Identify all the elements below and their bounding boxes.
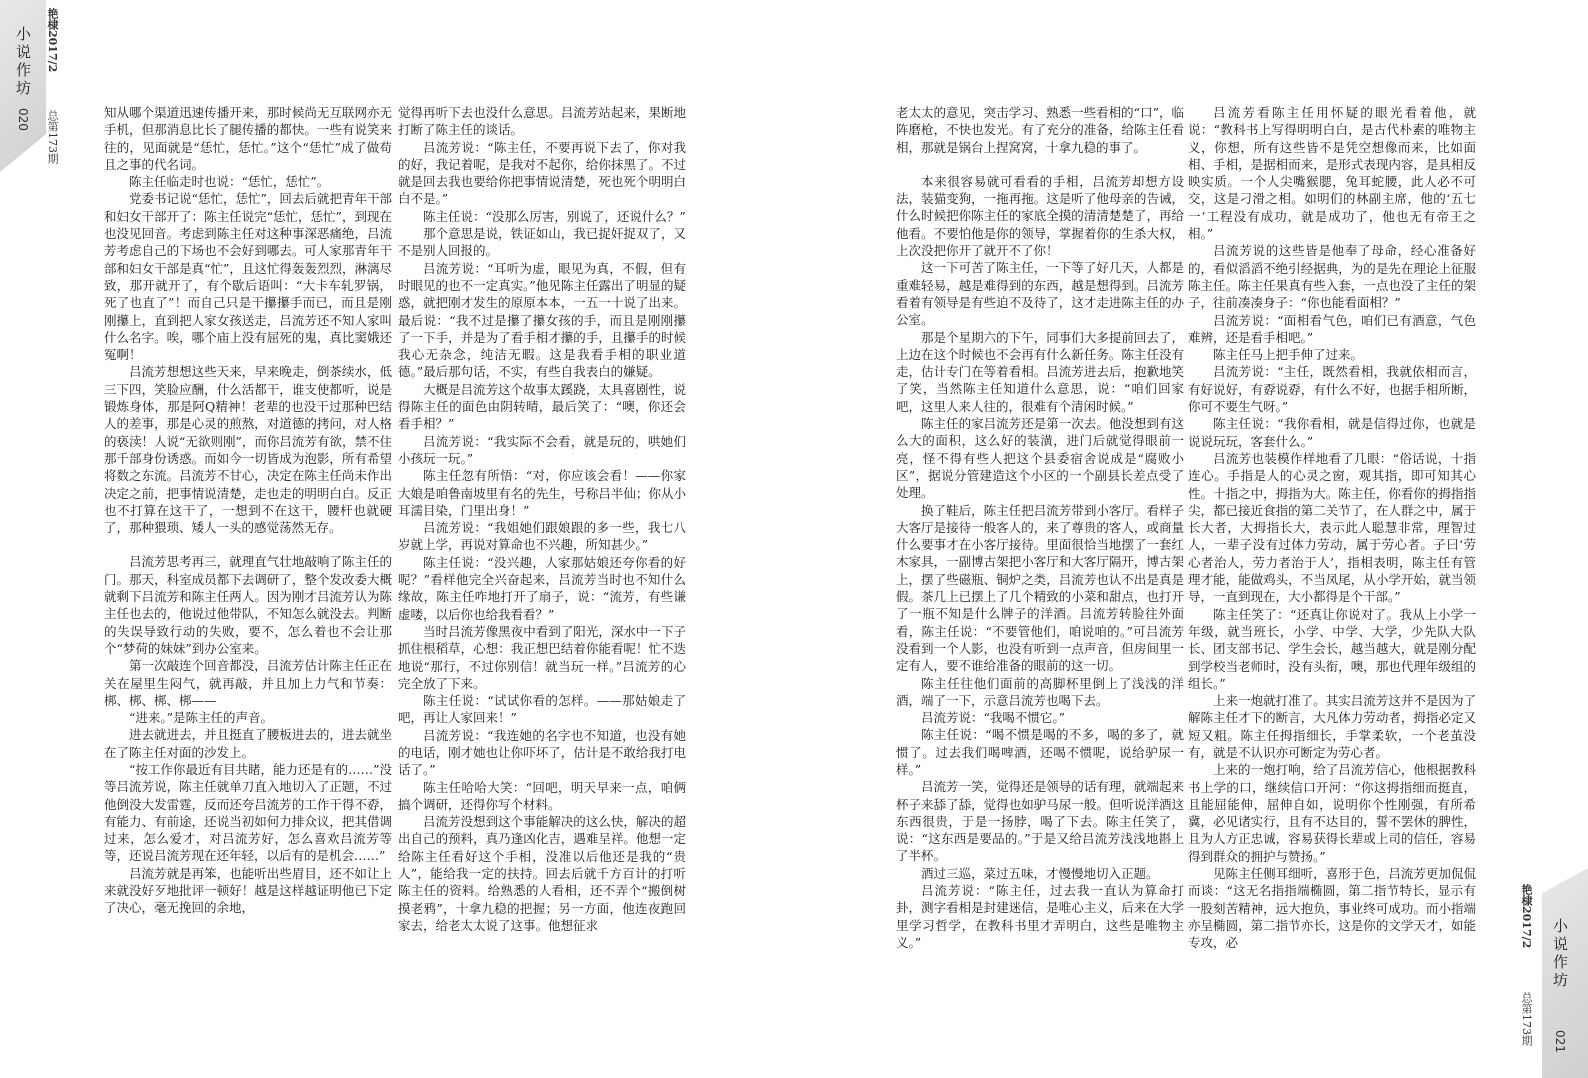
paragraph: “进来。”是陈主任的声音。	[129, 710, 274, 726]
paragraph: 陈主任说：“没兴趣，人家那姑娘还夸你看的好呢？”看样他完全兴奋起来，吕流芳当时也不知什么缘故，陈主任咋地打开了扇子，说：“流芳，有些谦虚喽，以后你也给我看看？”	[398, 554, 686, 622]
paragraph: 换了鞋后，陈主任把吕流芳带到小客厅。看样子大客厅是接待一般客人的，来了尊贵的客人，或商量什么要事才在小客厅接待。里面很恰当地摆了一套红木家具，一副博古架把小客厅和大客厅隔开，博古架上，摆了些磁瓶、铜炉之类，吕流芳也认不出是真是假。茶几上已摆上了几个精致的小菜和甜点，也打开了一瓶不知是什么牌子的洋酒。吕流芳转脸往外面看，陈主任说：“不要管他们，咱说咱的。”可吕流芳没看到一个人影，也没有听到一点声音，但房间里一定有人，要不谁给准备的眼前的这一切。	[896, 502, 1184, 674]
paragraph: 吕流芳就是再笨，也能听出些眉目，还不如让上来就没好歹地批评一顿好！越是这样越证明他已下定了决心，毫无挽回的余地，	[104, 865, 392, 916]
paragraph: 吕流芳说：“陈主任，不要再说下去了，你对我的好，我记着呢，是我对不起你，给你抹黑了。不过就是回去我也要给你把事情说清楚，死也死个明明白白不是。”	[398, 139, 686, 207]
paragraph: 大概是吕流芳这个故事太蹊跷，太具喜剧性，说得陈主任的面色由阴转晴，最后笑了：“噢，你还会看手相？”	[398, 381, 686, 432]
paragraph: 陈主任临走时也说：“恁忙，恁忙”。	[129, 174, 330, 190]
paragraph: 陈主任忽有所悟：“对，你应该会看！——你家大娘是咱鲁南坡里有名的先生，号称吕半仙；你从小耳濡目染，门里出身！”	[398, 468, 686, 518]
paragraph: 陈主任说：“试试你看的怎样。——那姑娘走了吧，再让人家回来！”	[398, 693, 686, 726]
left-page-number: 020	[16, 108, 30, 131]
paragraph: 第一次敲连个回音都没，吕流芳估计陈主任正在关在屋里生闷气，就再敲，并且加上力气和节奏：梆、梆、梆、梆——	[104, 658, 392, 708]
paragraph: 吕流芳一笑，觉得还是领导的话有理，就端起来杯子来舔了舔，觉得也如驴马尿一般。但听说洋酒这东西很贵，于是一扬脖，喝了下去。陈主任笑了，说：“这东西是要品的。”于是又给吕流芳浅浅地斟上了半杯。	[896, 779, 1184, 864]
paragraph: 吕流芳说：“我连她的名字也不知道，也没有她的电话，刚才她也让你吓坏了，估计是不敢给我打电话了。”	[398, 727, 686, 778]
paragraph: “按工作你最近有目共睹，能力还是有的……”没等吕流芳说，陈主任就单刀直入地切入了正题，不过他倒没大发雷霆，反而还夸吕流芳的工作干得不孬，有能力、有前途，还说当初如何力排众议，把其借调过来，怎么爱才，对吕流芳好，怎么喜欢吕流芳等等，还说吕流芳现在还年轻，以后有的是机会……”	[104, 761, 392, 864]
paragraph: 老太太的意见，突击学习、熟悉一些看相的“口”，临阵磨枪，不快也发光。有了充分的准备，给陈主任看相，那就是锅台上捏窝窝，十拿九稳的事了。	[896, 105, 1184, 155]
paragraph: 陈主任说：“喝不惯是喝的不多，喝的多了，就惯了。过去我们喝啤酒，还喝不惯呢，说给驴尿一样。”	[896, 727, 1184, 777]
paragraph: 陈主任马上把手伸了过来。	[1213, 347, 1364, 363]
paragraph: 知从哪个渠道迅速传播开来，那时候尚无互联网亦无手机，但那消息比长了腿传播的都快。一些有说笑来往的，见面就是“恁忙，恁忙。”这个“恁忙”成了做苟且之事的代名词。	[104, 105, 392, 172]
paragraph: 见陈主任侧耳细听，喜形于色，吕流芳更加侃侃而谈：“这无名指指端椭圆，第二指节特长，显示有一股刻苦精神，远大抱负，事业终可成功。而小指端亦呈椭圆，第二指节亦长，这是你的文学天才，如能专攻，必	[1188, 866, 1476, 951]
paragraph: 党委书记说“恁忙，恁忙”，回去后就把青年干部和妇女干部开了：陈主任说完“恁忙，恁忙”，到现在也没见回音。考虑到陈主任对这种事深恶痛绝，吕流芳考虑自己的下场也不会好到哪去。可人家那青年干部和妇女干部是真“忙”，且这忙得轰轰烈烈，淋漓尽致，那开就开了，有个歇后语叫：“大卡车轧罗锅，死了也直了”！而自己只是干攥攥手而已，而且是刚刚攥上，直到把人家女孩送走，吕流芳还不知人家叫什么名字。唉，哪个庙上没有屈死的鬼，真比窦娥还冤啊！	[104, 191, 392, 363]
paragraph: 陈主任说：“我你看相，就是信得过你，也就是说说玩玩，客套什么。”	[1188, 416, 1476, 449]
paragraph: 进去就进去，并且挺直了腰板进去的，进去就坐在了陈主任对面的沙发上。	[104, 727, 392, 760]
paragraph: 吕流芳看陈主任用怀疑的眼光看着他，就说：“教科书上写得明明白白，是古代朴素的唯物主义，你想，所有这些皆不是凭空想像而来，比如面相、手相，是据相而来，是形式表现内容，是具相反映实质。一个人尖嘴猴腮，兔耳蛇腰，此人必不可交，这是刁滑之相。如明们的林副主席，他的‘五七一’工程没有成功，就是成功了，他也无有帝王之相。”	[1188, 105, 1476, 242]
paragraph: 吕流芳说：“面相看气色，咱们已有酒意，气色难辨，还是看手相吧。”	[1188, 312, 1476, 345]
left-section-label: 小说作坊	[14, 26, 32, 98]
text-column-1	[104, 104, 392, 1064]
text-column-3	[896, 104, 1184, 1064]
paragraph: 吕流芳说：“我姐她们跟娘跟的多一些，我七八岁就上学，再说对算命也不兴趣，所知甚少。”	[398, 520, 686, 553]
paragraph: 陈主任哈哈大笑：“回吧，明天早来一点，咱俩搞个调研，还得你写个材料。	[398, 779, 686, 812]
paragraph: 陈主任说：“没那么厉害，别说了，还说什么？”	[423, 208, 686, 224]
paragraph: 上来的一炮打响，给了吕流芳信心，他根据教科书上学的口，继续信口开河：“你这拇指细而挺直，且能屈能伸，屈伸自如，说明你个性刚强，有所希冀，必见诸实行，且有不达目的，誓不罢休的脾性，且为人方正忠诚，容易获得长辈或上司的信任，容易得到群众的拥护与赞扬。”	[1188, 762, 1476, 864]
paragraph: 吕流芳思考再三，就理直气壮地敲响了陈主任的门。那天，科室成员都下去调研了，整个发改委大概就剩下吕流芳和陈主任两人。因为刚才吕流芳认为陈主任也去的，他说过他带队，不知怎么就没去。判断的失误导致行动的失败，要不，怎么着也不会让那个“梦荷的妹妹”到办公室来。	[104, 554, 392, 656]
paragraph: 那是个星期六的下午，同事们大多提前回去了，上边在这个时候也不会再有什么新任务。陈主任没有走，估计专门在等着看相。吕流芳进去后，抱歉地笑了笑，当然陈主任知道什么意思，说：“咱们回家吧，这里人来人往的，很难有个清闲时候。”	[896, 329, 1184, 414]
paragraph-gap	[896, 156, 1184, 173]
paragraph: 吕流芳没想到这个事能解决的这么快，解决的超出自己的预料，真乃逢凶化吉，遇难呈祥。他想一定给陈主任看好这个手相，没准以后他还是我的“贵人”，能给我一定的扶持。回去后就千方百计的打听陈主任的资料。给熟悉的人看相，还不弄个“搬倒树摸老鸦”，十拿九稳的把握；另一方面，他连夜跑回家去，给老太太说了这事。他想征求	[398, 814, 686, 933]
paragraph: 吕流芳说：“我喝不惯它。”	[921, 710, 1066, 726]
paragraph: 上来一炮就打准了。其实吕流芳这并不是因为了解陈主任才下的断言，大凡体力劳动者，拇指必定又短又粗。陈主任拇指细长，手掌柔软，一个老茧没有，就是不认识亦可断定为劳心者。	[1188, 693, 1476, 760]
paragraph: 那个意思是说，铁证如山，我已捉奸捉双了，又不是别人回报的。	[398, 226, 686, 259]
paragraph: 本来很容易就可看看的手相，吕流芳却想方设法，装猫变狗，一拖再拖。这是听了他母亲的告诫，什么时候把你陈主任的家底全摸的清清楚楚了，再给他看。不要怕他是你的领导，掌握着你的生杀大权，上次没把你开了就开不了你！	[896, 173, 1184, 259]
paragraph-gap	[104, 536, 392, 553]
paragraph: 吕流芳说：“我实际不会看，就是玩的，哄她们小孩玩一玩。”	[398, 433, 686, 466]
paragraph: 觉得再听下去也没什么意思。吕流芳站起来，果断地打断了陈主任的谈话。	[398, 105, 686, 138]
text-column-2	[398, 104, 686, 1064]
paragraph: 酒过三巡，菜过五味，才慢慢地切入正题。	[921, 865, 1159, 881]
paragraph: 陈主任往他们面前的高脚杯里倒上了浅浅的洋酒，端了一下，示意吕流芳也喝下去。	[896, 675, 1184, 708]
text-column-4	[1188, 104, 1476, 1064]
paragraph: 这一下可苦了陈主任，一下等了好几天，人都是重难轻易，越是难得到的东西，越是想得到。吕流芳看着有领导是有些迫不及待了，这才走进陈主任的办公室。	[896, 260, 1184, 328]
paragraph: 吕流芳说：“主任，既然看相，我就依相而言，有好说好，有孬说孬，有什么不好，也据手相所断，你可不要生气呀。”	[1188, 364, 1476, 415]
right-page-number: 021	[1553, 1030, 1567, 1053]
left-journal-name: 艳棣2017/2	[46, 8, 59, 73]
paragraph: 吕流芳也装模作样地看了几眼：“俗话说，十指连心。手指是人的心灵之窗，观其指，即可知其心性。十指之中，拇指为大。陈主任，你看你的拇指指尖，都已接近食指的第二关节了，在人群之中，属于长大者，大拇指长大，表示此人聪慧非常，理智过人，一辈子没有过体力劳动，属于劳心者。子曰‘劳心者治人，劳力者治于人’，指相表明，陈主任有管理才能，能做鸡头，不当凤尾，从小学开始，就当领导，一直到现在，大小都得是个干部。”	[1188, 450, 1476, 605]
left-issue-number: 总第173期	[46, 110, 59, 164]
right-issue-number: 总第173期	[1520, 992, 1533, 1046]
paragraph: 吕流芳说：“耳听为虚，眼见为真，不假，但有时眼见的也不一定真实。”他见陈主任露出了明显的疑惑，就把刚才发生的原原本本，一五一十说了出来。最后说：“我不过是攥了攥女孩的手，而且是刚刚攥了一下手，并是为了看手相才攥的手，且攥手的时候我心无杂念，纯洁无暇。这是我看手相的职业道德。”最后那句话，不实，有些自我表白的嫌疑。	[398, 260, 686, 380]
right-section-label: 小说作坊	[1551, 918, 1569, 990]
paragraph: 陈主任笑了：“还真让你说对了。我从上小学一年级，就当班长，小学、中学、大学，少先队大队长、团支部书记、学生会长，越当越大，就是刚分配到学校当老师时，没有头衔，噢，那也代理年级组的组长。”	[1188, 606, 1476, 691]
paragraph: 陈主任的家吕流芳还是第一次去。他没想到有这么大的面积，这么好的装潢，进门后就觉得眼前一亮，怪不得有些人把这个县委宿舍说成是“腐败小区”，据说分管建造这个小区的一个副县长差点受了处理。	[896, 416, 1184, 501]
paragraph: 当时吕流芳像黑夜中看到了阳光，深水中一下子抓住根稻草，心想：我正想巴结着你能看呢！忙不迭地说“那行，不过你别信！就当玩一样。”吕流芳的心完全放了下来。	[398, 623, 686, 691]
right-journal-name: 艳棣2017/2	[1520, 884, 1533, 949]
paragraph: 吕流芳说：“陈主任，过去我一直认为算命打卦，测字看相是封建迷信，是唯心主义，后来在大学里学习哲学，在教科书里才弄明白，这些是唯物主义。”	[896, 883, 1184, 950]
paragraph: 吕流芳想想这些天来，早来晚走，倒茶续水，低三下四，笑脸应酬，什么活都干，谁支使都听，说是锻炼身体，那是阿Q精神！老辈的也没干过那种巴结人的差事，那是心灵的煎熬，对道德的拷问，对人格的亵渎！人说“无欲则刚”，而你吕流芳有欲，禁不住那千部身份诱惑。而如今一切皆成为泡影，所有希望将数之东流。吕流芳不甘心，决定在陈主任尚未作出决定之前，把事情说清楚，走也走的明明白白。反正也不打算在这干了，一想到不在这干，腰杆也就硬了，那种猥琐、矮人一头的感觉荡然无存。	[104, 364, 392, 536]
paragraph: 吕流芳说的这些皆是他奉了母命，经心准备好的，看似滔滔不绝引经据典，为的是先在理论上征服陈主任。陈主任果真有些入套，一点也没了主任的架子，往前凑凑身子：“你也能看面相？”	[1188, 243, 1476, 311]
